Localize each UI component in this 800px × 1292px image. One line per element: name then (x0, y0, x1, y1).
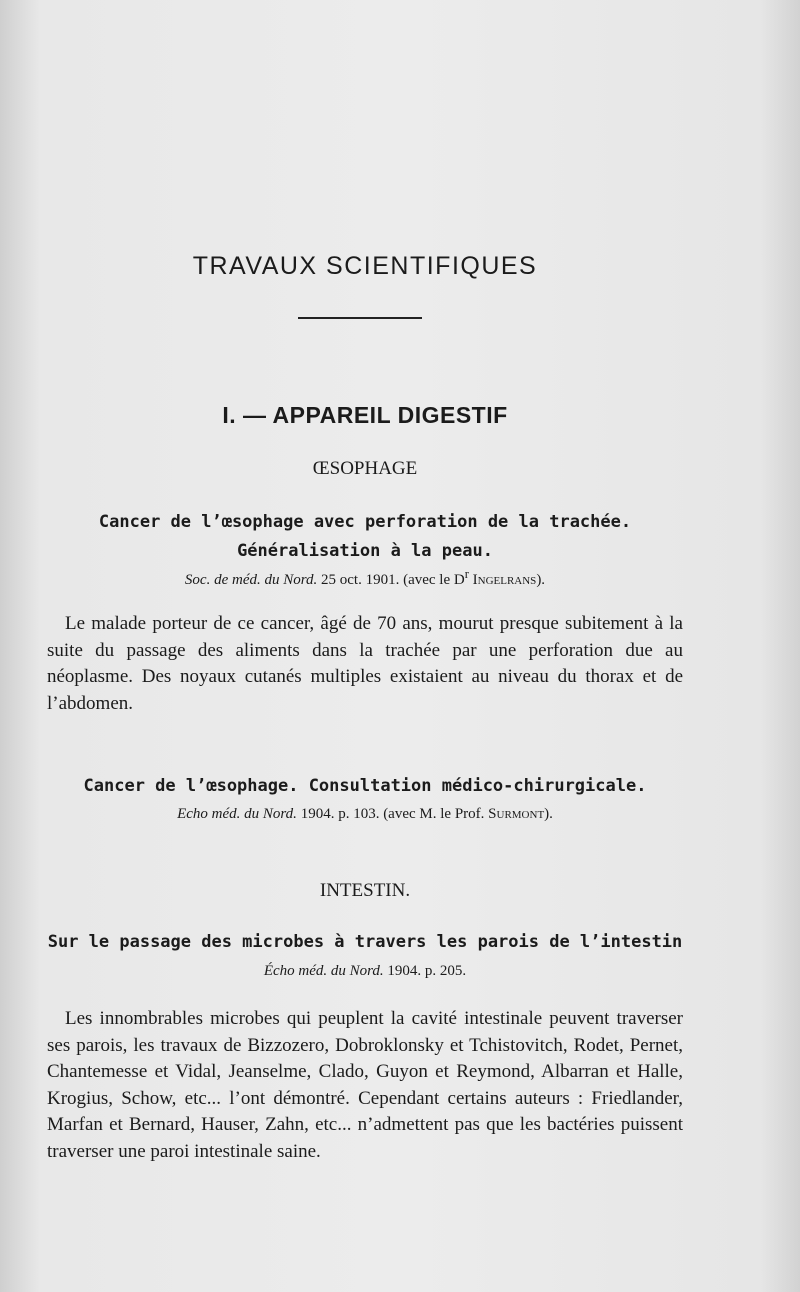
title-rule (298, 317, 422, 319)
article-title-line-2: Généralisation à la peau. (237, 541, 493, 561)
citation-author: Surmont (488, 806, 545, 822)
article-body-paragraph: Le malade porteur de ce cancer, âgé de 70 ans, mourut presque subitement à la suite du passage des aliments dans la trachée par une perforation due au néoplasme. Des noyaux cutanés multiples existaient au niveau du thorax et de l’abdomen. (47, 613, 683, 714)
article-title-passage-microbes: Sur le passage des microbes à travers les parois de l’intestin (47, 932, 683, 952)
citation-end: ). (544, 806, 553, 822)
citation-journal: Soc. de méd. du Nord. (184, 572, 318, 588)
page-title: TRAVAUX SCIENTIFIQUES (192, 252, 538, 280)
citation-journal: Écho méd. du Nord. (263, 963, 384, 979)
citation-details: 1904. p. 205. (387, 963, 467, 979)
citation-sup: r (464, 567, 469, 581)
article-title-cancer-oesophage-consultation: Cancer de l’œsophage. Consultation médico-chirurgicale. (83, 776, 647, 796)
article-citation (40, 567, 690, 589)
article-body-paragraph: Les innombrables microbes qui peuplent la cavité intestinale peuvent traverser ses parois, les travaux de Bizzozero, Dobroklonsky et Tchistovitch, Rodet, Pernet, Chantemesse et Vidal, Jeanselme, Clado, Guyon et Reymond, Albarran et Halle, Krogius, Schow, etc... l’ont démontré. Cependant certains auteurs : Friedlander, Marfan et Bernard, Hauser, Zahn, etc... n’admettent pas que les bactéries puissent traverser une paroi intestinale saine. (47, 1008, 683, 1162)
subsection-heading-intestin: INTESTIN. (319, 880, 411, 901)
citation-author: Ingelrans (472, 572, 537, 588)
article-title-cancer-oesophage-perforation (40, 508, 690, 566)
article-title-line-1: Cancer de l’œsophage avec perforation de la trachée. (98, 512, 632, 532)
subsection-heading-oesophage: ŒSOPHAGE (312, 458, 418, 479)
article-citation (40, 963, 690, 980)
article-citation (40, 806, 690, 823)
citation-details: 1904. p. 103. (avec M. le Prof. (300, 806, 485, 822)
citation-end: ). (536, 572, 546, 588)
section-heading: I. — APPAREIL DIGESTIF (222, 402, 508, 428)
citation-details: 25 oct. 1901. (avec le D (321, 572, 465, 588)
citation-journal: Echo méd. du Nord. (177, 806, 297, 822)
